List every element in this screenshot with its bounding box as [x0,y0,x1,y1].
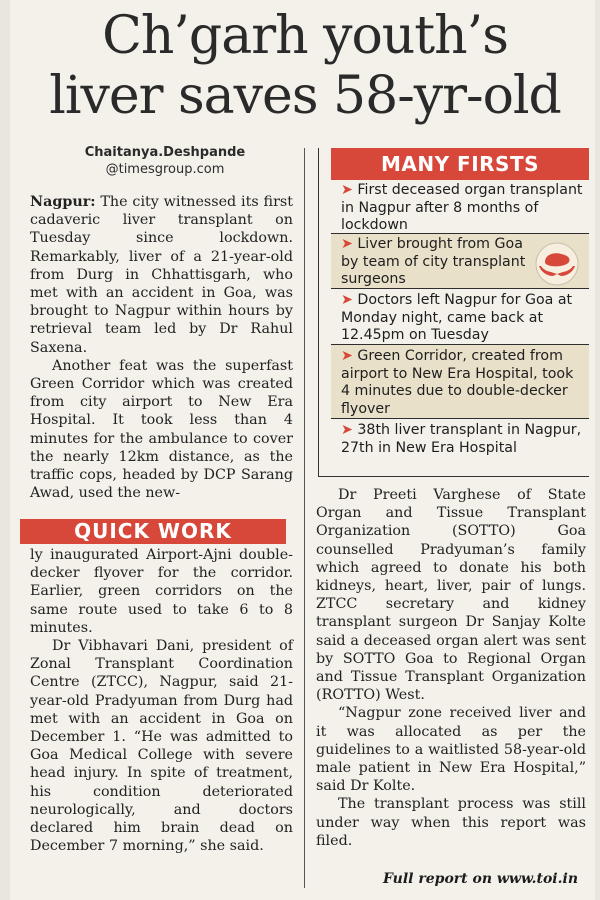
article-paragraph: The transplant process was still under way when this report was filed. [316,796,586,849]
sidebar-item-text: Liver brought from Goa by team of city transplant surgeons [341,236,526,288]
article-column-right [316,486,586,850]
arrow-icon: ➤ [341,292,353,308]
article-paragraph: Dr Vibhavari Dani, president of Zonal Transplant Coordination Centre (ZTCC), Nagpur, said 21-year-old Pradyuman from Durg had met with an accident in Goa on December 1. “He was admitted to Goa Medical College with severe head injury. In spite of treatment, his condition deteriorated neurologically, and doctors declared him brain dead on December 7 morning,” she said. [30,638,293,855]
sidebar-item [331,419,589,475]
article-paragraph [30,193,293,357]
arrow-icon: ➤ [341,348,353,364]
headline-line-2: liver saves 58-yr-old [49,66,561,126]
sidebar-item [331,180,589,234]
byline-email: @timesgroup.com [105,162,225,177]
headline [20,6,590,126]
sidebar-item [331,345,589,419]
article-paragraph: “Nagpur zone received liver and it was allocated as per the guidelines to a waitlisted 58-year-old male patient in New Era Hospital,” said Dr Kolte. [316,705,586,795]
dateline: Nagpur: [30,194,96,210]
sidebar-item [331,289,589,345]
sidebar-item-text: Green Corridor, created from airport to New Era Hospital, took 4 minutes due to double-decker flyover [341,348,574,417]
subhead-quick-work: QUICK WORK [20,519,286,544]
sidebar-item-text: First deceased organ transplant in Nagpur after 8 months of lockdown [341,182,583,234]
article-column-left-top [30,193,293,502]
article-column-left-bottom [30,546,293,855]
sidebar-item-text: 38th liver transplant in Nagpur, 27th in New Era Hospital [341,422,582,456]
byline [30,144,300,178]
column-divider [304,148,305,888]
hands-holding-liver-icon [531,242,583,286]
arrow-icon: ➤ [341,236,353,252]
arrow-icon: ➤ [341,182,353,198]
byline-name: Chaitanya.Deshpande [84,145,246,160]
sidebar-item-text: Doctors left Nagpur for Goa at Monday night, came back at 12.45pm on Tuesday [341,292,573,344]
full-report-link[interactable]: Full report on www.toi.in [382,871,578,887]
article-paragraph: Dr Preeti Varghese of State Organ and Tissue Transplant Organization (SOTTO) Goa counselled Pradyuman’s family which agreed to donate his both kidneys, heart, liver, pair of lungs. ZTCC secretary and kidney transplant surgeon Dr Sanjay Kolte said a deceased organ alert was sent by SOTTO Goa to Regional Organ and Tissue Transplant Organization (ROTTO) West. [316,487,586,704]
sidebar-title: MANY FIRSTS [331,148,589,180]
arrow-icon: ➤ [341,422,353,438]
sidebar-item [331,234,589,289]
headline-line-1: Ch’garh youth’s [102,6,508,66]
sidebar-many-firsts [318,148,589,477]
paragraph-text: The city witnessed its first cadaveric liver transplant on Tuesday since lockdown. Remarkably, liver of a 21-year-old from Durg in Chhattisgarh, who met with an accident in Goa, was brought to Nagpur within hours by retrieval team led by Dr Rahul Saxena. [30,194,293,356]
article-paragraph: Another feat was the superfast Green Corridor which was created from city airport to New Era Hospital. It took less than 4 minutes for the ambulance to cover the nearly 12km distance, as the traffic cops, headed by DCP Sarang Awad, used the new- [30,357,293,502]
article-paragraph: ly inaugurated Airport-Ajni double-decker flyover for the corridor. Earlier, green corridors on the same route used to take 6 to 8 minutes. [30,547,293,636]
